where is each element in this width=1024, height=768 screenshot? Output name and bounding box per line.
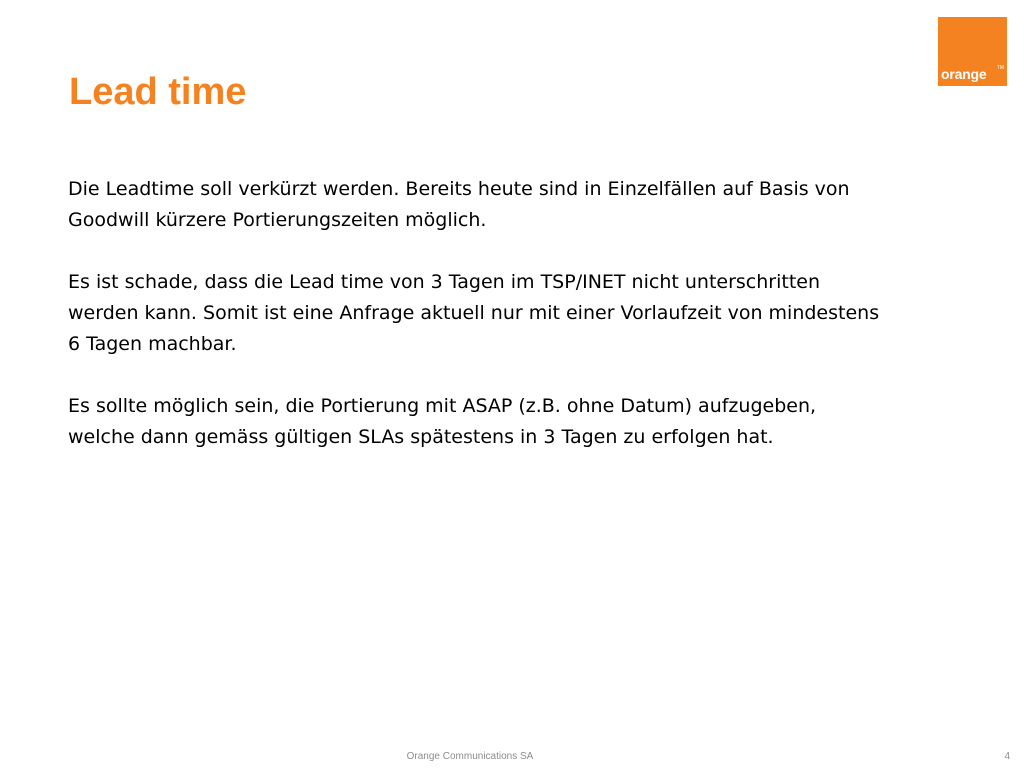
orange-logo	[938, 17, 1007, 86]
paragraph-2-line-2: werden kann. Somit ist eine Anfrage aktuell nur mit einer Vorlaufzeit von mindestens	[68, 302, 880, 324]
paragraph-2-line-1: Es ist schade, dass die Lead time von 3 Tagen im TSP/INET nicht unterschritten	[68, 271, 821, 293]
footer-company: Orange Communications SA	[406, 751, 534, 762]
paragraph-3-line-1: Es sollte möglich sein, die Portierung mit ASAP (z.B. ohne Datum) aufzugeben,	[68, 395, 817, 417]
paragraph-1-line-1: Die Leadtime soll verkürzt werden. Bereits heute sind in Einzelfällen auf Basis von	[68, 178, 850, 200]
paragraph-2-line-3: 6 Tagen machbar.	[68, 333, 237, 355]
slide-title: Lead time	[69, 71, 247, 113]
paragraph-3-line-2: welche dann gemäss gültigen SLAs spätestens in 3 Tagen zu erfolgen hat.	[68, 426, 774, 448]
footer-page-number: 4	[1004, 751, 1010, 762]
logo-text: orange	[941, 66, 987, 82]
logo-trademark: TM	[996, 65, 1004, 71]
slide-body	[68, 174, 968, 484]
paragraph-2	[68, 267, 968, 360]
paragraph-3	[68, 391, 968, 453]
paragraph-1	[68, 174, 968, 236]
paragraph-1-line-2: Goodwill kürzere Portierungszeiten möglich.	[68, 209, 487, 231]
